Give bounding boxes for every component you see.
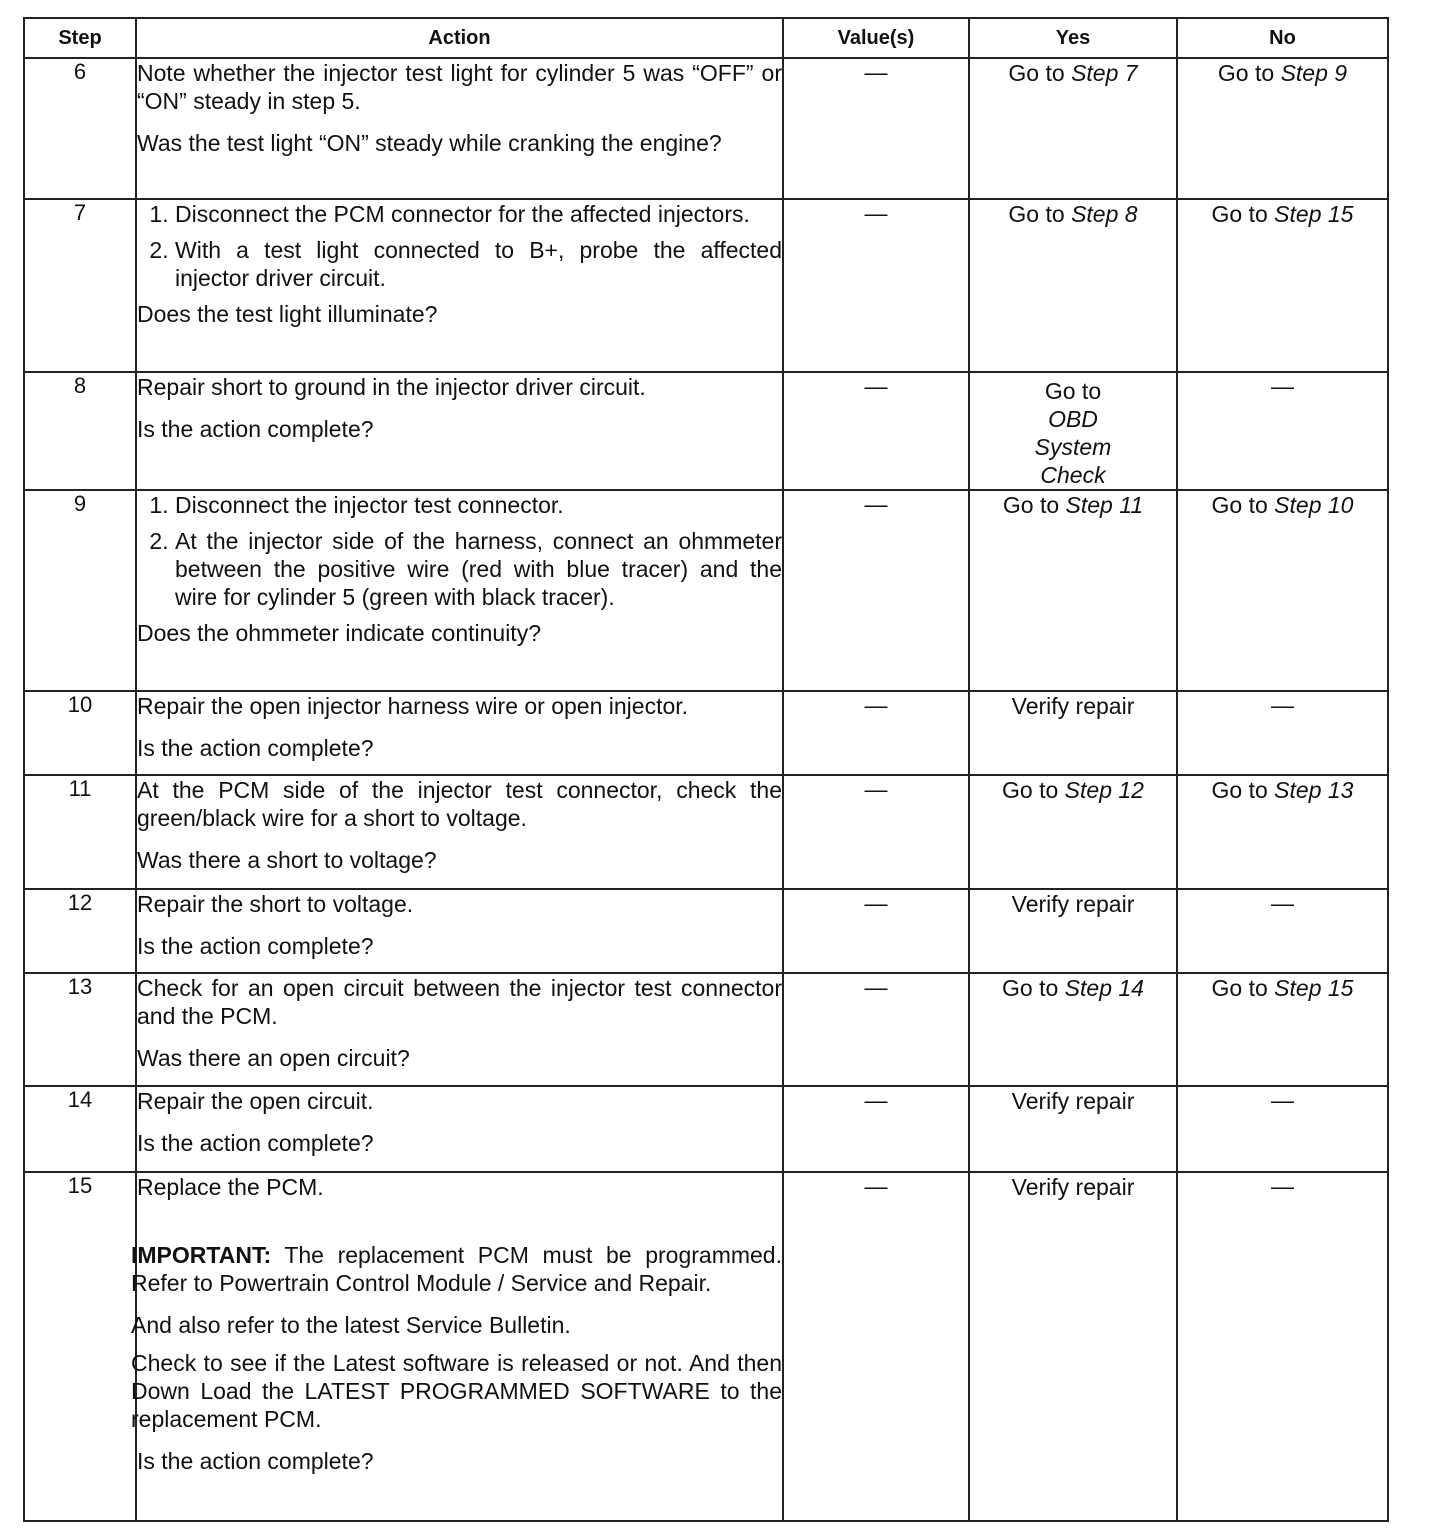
table-row-step-11	[24, 775, 1388, 889]
step-number: 9	[24, 490, 136, 691]
yes-ref: Step 14	[1064, 975, 1144, 1001]
header-no: No	[1177, 18, 1388, 58]
table-row-step-14	[24, 1086, 1388, 1172]
no-cell: —	[1177, 889, 1388, 973]
action-cell	[136, 372, 783, 490]
yes-cell: Verify repair	[969, 889, 1177, 973]
yes-ref: Step 12	[1064, 777, 1144, 803]
action-cell	[136, 775, 783, 889]
action-text-3: Check to see if the Latest software is released or not. And then Down Load the LATEST PROGRAMMED SOFTWARE to the replacement PCM.	[131, 1350, 782, 1432]
action-text: Repair the open circuit.	[137, 1088, 374, 1114]
action-question: Is the action complete?	[137, 1130, 374, 1156]
step-number: 8	[24, 372, 136, 490]
header-action: Action	[136, 18, 783, 58]
table-row-step-6	[24, 58, 1388, 199]
yes-prefix: Go to	[1002, 492, 1066, 518]
header-yes: Yes	[969, 18, 1177, 58]
list-item: 1. Disconnect the PCM connector for the affected injectors.	[175, 200, 782, 228]
action-cell	[131, 1172, 783, 1521]
list-item: 1. Disconnect the injector test connector.	[175, 491, 782, 519]
yes-cell: Verify repair	[969, 1172, 1177, 1521]
yes-prefix: Go to	[1002, 975, 1065, 1001]
table-row-step-9	[24, 490, 1388, 691]
table-row-step-8	[24, 372, 1388, 490]
list-item: 2. With a test light connected to B+, probe the affected injector driver circuit.	[175, 236, 782, 292]
no-cell	[1177, 490, 1388, 691]
action-question: Is the action complete?	[137, 416, 374, 442]
no-prefix: Go to	[1211, 777, 1275, 803]
important-note	[131, 1241, 782, 1297]
step-number: 13	[24, 973, 136, 1086]
value-cell: —	[783, 889, 969, 973]
no-ref: Step 13	[1274, 777, 1354, 803]
no-cell: —	[1177, 1172, 1388, 1521]
table-row-step-15	[24, 1172, 1388, 1521]
step-number: 6	[24, 58, 136, 199]
no-cell	[1177, 58, 1388, 199]
yes-prefix: Go to	[1008, 60, 1072, 86]
action-text: Repair the short to voltage.	[137, 891, 414, 917]
yes-ref: Step 11	[1065, 492, 1144, 518]
yes-cell	[969, 775, 1177, 889]
list-item: 2. At the injector side of the harness, connect an ohmmeter between the positive wire (red with blue tracer) and the wire for cylinder 5 (green with black tracer).	[175, 527, 782, 611]
action-question: Was the test light “ON” steady while cranking the engine?	[137, 130, 722, 156]
no-cell	[1177, 775, 1388, 889]
value-cell: —	[783, 58, 969, 199]
no-prefix: Go to	[1217, 60, 1281, 86]
action-question: Is the action complete?	[137, 735, 374, 761]
yes-ref: Step 8	[1071, 201, 1138, 227]
action-question: Was there an open circuit?	[137, 1045, 410, 1071]
action-text: Replace the PCM.	[137, 1174, 324, 1200]
action-list	[137, 491, 782, 611]
yes-ref: OBD System Check	[1034, 406, 1112, 488]
no-ref: Step 15	[1274, 975, 1354, 1001]
yes-cell: Verify repair	[969, 1086, 1177, 1172]
action-text: Repair the open injector harness wire or open injector.	[137, 693, 689, 719]
no-ref: Step 15	[1274, 201, 1354, 227]
table-row-step-10	[24, 691, 1388, 775]
table-row-step-12	[24, 889, 1388, 973]
yes-cell: Verify repair	[969, 691, 1177, 775]
action-list	[137, 200, 782, 292]
no-prefix: Go to	[1211, 201, 1275, 227]
action-cell	[136, 199, 783, 372]
step-number: 15	[24, 1172, 136, 1521]
value-cell: —	[783, 199, 969, 372]
action-text-2: And also refer to the latest Service Bulletin.	[131, 1312, 571, 1338]
yes-prefix: Go to	[1044, 378, 1102, 404]
yes-cell	[969, 490, 1177, 691]
value-cell: —	[783, 372, 969, 490]
diagnostic-table	[23, 17, 1389, 1522]
value-cell: —	[783, 691, 969, 775]
important-label: IMPORTANT:	[131, 1242, 272, 1268]
action-cell	[136, 889, 783, 973]
yes-cell	[969, 58, 1177, 199]
value-cell: —	[783, 490, 969, 691]
value-cell: —	[783, 1172, 969, 1521]
no-ref: Step 9	[1280, 60, 1348, 86]
action-cell	[136, 58, 783, 199]
action-question: Is the action complete?	[137, 1448, 374, 1474]
no-prefix: Go to	[1211, 975, 1275, 1001]
action-cell	[136, 1086, 783, 1172]
yes-prefix: Go to	[1002, 777, 1065, 803]
yes-cell	[969, 973, 1177, 1086]
step-number: 10	[24, 691, 136, 775]
no-cell	[1177, 973, 1388, 1086]
table-row-step-13	[24, 973, 1388, 1086]
action-question: Is the action complete?	[137, 933, 374, 959]
action-question: Does the test light illuminate?	[137, 301, 438, 327]
yes-cell	[969, 199, 1177, 372]
action-question: Does the ohmmeter indicate continuity?	[137, 620, 541, 646]
action-cell	[136, 973, 783, 1086]
no-cell: —	[1177, 372, 1388, 490]
step-number: 7	[24, 199, 136, 372]
step-number: 14	[24, 1086, 136, 1172]
value-cell: —	[783, 1086, 969, 1172]
important-text: The replacement PCM must be programmed. Refer to Powertrain Control Module / Service and Repair.	[131, 1242, 782, 1296]
yes-cell	[969, 372, 1177, 490]
value-cell: —	[783, 973, 969, 1086]
action-text: Repair short to ground in the injector driver circuit.	[137, 374, 646, 400]
no-cell: —	[1177, 691, 1388, 775]
action-question: Was there a short to voltage?	[137, 847, 437, 873]
value-cell: —	[783, 775, 969, 889]
step-number: 11	[24, 775, 136, 889]
header-step: Step	[24, 18, 136, 58]
yes-ref: Step 7	[1071, 60, 1138, 86]
no-prefix: Go to	[1211, 492, 1275, 518]
action-text: At the PCM side of the injector test connector, check the green/black wire for a short to voltage.	[137, 777, 782, 831]
table-row-step-7	[24, 199, 1388, 372]
yes-prefix: Go to	[1008, 201, 1072, 227]
action-cell	[136, 691, 783, 775]
no-cell: —	[1177, 1086, 1388, 1172]
no-ref: Step 10	[1274, 492, 1354, 518]
action-cell	[136, 490, 783, 691]
header-values: Value(s)	[783, 18, 969, 58]
action-text: Check for an open circuit between the injector test connector and the PCM.	[137, 975, 782, 1029]
action-text: Note whether the injector test light for cylinder 5 was “OFF” or “ON” steady in step 5.	[137, 60, 782, 114]
header-row	[24, 18, 1388, 58]
no-cell	[1177, 199, 1388, 372]
step-number: 12	[24, 889, 136, 973]
